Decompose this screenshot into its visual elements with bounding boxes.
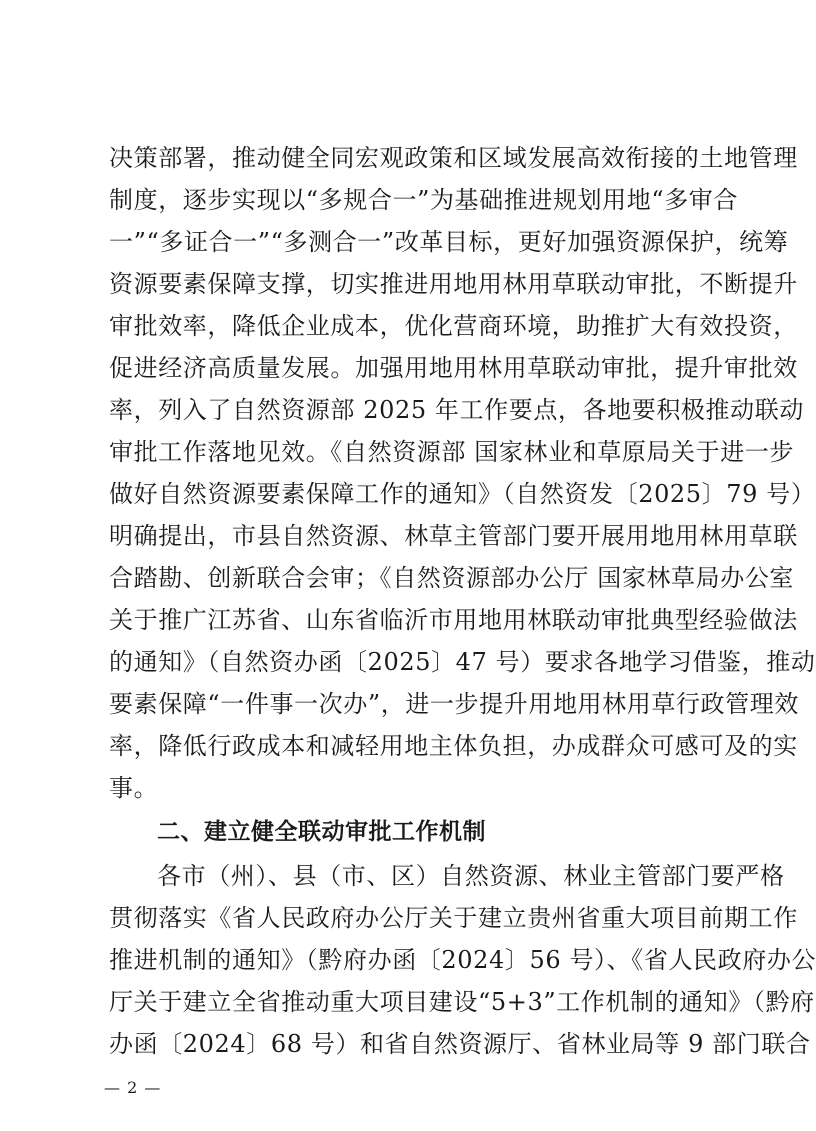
page-number: — 2 — bbox=[104, 1078, 162, 1097]
paragraph-2-line-3: 推进机制的通知》（黔府办函〔2024〕56 号）、《省人民政府办公 bbox=[109, 946, 816, 974]
section-heading: 二、建立健全联动审批工作机制 bbox=[157, 819, 486, 845]
paragraph-1-line-11: 合踏勘、创新联合会审；《自然资源部办公厅 国家林草局办公室 bbox=[109, 564, 795, 592]
paragraph-1-line-14: 要素保障“一件事一次办”，进一步提升用地用林用草行政管理效 bbox=[109, 690, 799, 718]
paragraph-1-line-7: 率，列入了自然资源部 2025 年工作要点，各地要积极推动联动 bbox=[109, 396, 804, 424]
paragraph-2-line-1: 各市（州）、县（市、区）自然资源、林业主管部门要严格 bbox=[157, 862, 785, 890]
paragraph-1-line-2: 制度，逐步实现以“多规合一”为基础推进规划用地“多审合 bbox=[109, 186, 739, 214]
paragraph-1-line-3: 一”“多证合一”“多测合一”改革目标，更好加强资源保护，统筹 bbox=[109, 228, 789, 256]
paragraph-2-line-5: 办函〔2024〕68 号）和省自然资源厅、省林业局等 9 部门联合 bbox=[109, 1030, 811, 1058]
paragraph-1-line-4: 资源要素保障支撑，切实推进用地用林用草联动审批，不断提升 bbox=[109, 270, 798, 298]
paragraph-1-line-10: 明确提出，市县自然资源、林草主管部门要开展用地用林用草联 bbox=[109, 522, 798, 550]
paragraph-1-line-5: 审批效率，降低企业成本，优化营商环境，助推扩大有效投资， bbox=[109, 312, 798, 340]
paragraph-1-line-9: 做好自然资源要素保障工作的通知》（自然资发〔2025〕79 号） bbox=[109, 480, 816, 508]
paragraph-1-line-16: 事。 bbox=[109, 774, 159, 802]
paragraph-1-line-12: 关于推广江苏省、山东省临沂市用地用林联动审批典型经验做法 bbox=[109, 606, 798, 634]
paragraph-1-line-15: 率，降低行政成本和减轻用地主体负担，办成群众可感可及的实 bbox=[109, 732, 798, 760]
paragraph-1-line-8: 审批工作落地见效。《自然资源部 国家林业和草原局关于进一步 bbox=[109, 438, 795, 466]
paragraph-2-line-2: 贯彻落实《省人民政府办公厅关于建立贵州省重大项目前期工作 bbox=[109, 904, 798, 932]
paragraph-2-line-4: 厅关于建立全省推动重大项目建设“5+3”工作机制的通知》（黔府 bbox=[109, 988, 815, 1016]
paragraph-1-line-1: 决策部署，推动健全同宏观政策和区域发展高效衔接的土地管理 bbox=[109, 144, 798, 172]
paragraph-1-line-6: 促进经济高质量发展。加强用地用林用草联动审批，提升审批效 bbox=[109, 354, 798, 382]
paragraph-1-line-13: 的通知》（自然资办函〔2025〕47 号）要求各地学习借鉴，推动 bbox=[109, 648, 816, 676]
